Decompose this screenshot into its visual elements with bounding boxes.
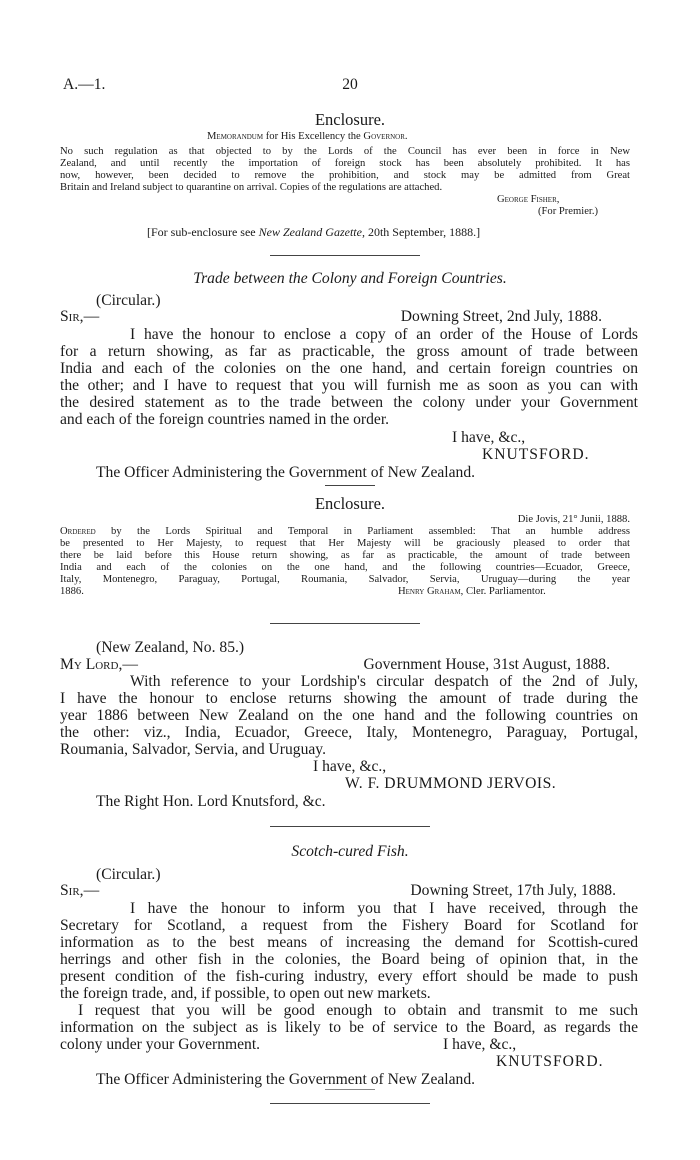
memorandum-heading — [207, 131, 408, 143]
circular-label: (Circular.) — [96, 292, 161, 309]
letter-line: colony under your Government. — [60, 1036, 261, 1053]
memo-signature: George Fisher, — [497, 194, 560, 205]
short-divider — [325, 485, 375, 486]
letter-line: With reference to your Lordship's circular despatch of the 2nd of July, — [130, 673, 638, 690]
order-line: Italy, Montenegro, Paraguay, Portugal, Roumania, Salvador, Servia, Uruguay—during the year — [60, 574, 630, 585]
addressee: The Right Hon. Lord Knutsford, &c. — [96, 793, 326, 810]
sub-enclosure-note — [147, 226, 480, 238]
sub-note-suffix: 20th September, 1888.] — [367, 225, 481, 239]
place-date: Government House, 31st August, 1888. — [363, 656, 610, 673]
memo-for-premier: (For Premier.) — [538, 206, 599, 217]
letter-line: information on the subject as is likely to be of service to the Board, as regards the — [60, 1019, 638, 1036]
letter-line: I request that you will be good enough to obtain and transmit to me such — [78, 1002, 638, 1019]
letter-line: the other; and I have to request that you will furnish me as soon as you can with — [60, 377, 638, 394]
order-text: by the Lords Spiritual and Temporal in Parliament assembled: That an humble address — [111, 526, 630, 537]
section-divider — [270, 1103, 430, 1104]
addressee: The Officer Administering the Government of New Zealand. — [96, 464, 476, 481]
place-date: Downing Street, 2nd July, 1888. — [400, 308, 602, 325]
letter-line: year 1886 between New Zealand on the one hand and the following countries on — [60, 707, 638, 724]
document-reference: A.—1. — [63, 76, 106, 93]
sub-note-prefix: [For sub-enclosure see — [147, 225, 256, 239]
letter-line: India and each of the colonies on the one hand, and certain foreign countries on — [60, 360, 638, 377]
enclosure-title: Enclosure. — [314, 494, 386, 513]
letter-line: information as to the best means of increasing the demand for Scottish-cured — [60, 934, 638, 951]
salutation: My Lord,— — [60, 656, 138, 673]
section-divider — [270, 255, 420, 256]
memo-line: No such regulation as that objected to by the Lords of the Council has ever been in force in New — [60, 146, 630, 157]
memo-line: Zealand, and until recently the importation of foreign stock has been absolutely prohibited. It has — [60, 158, 630, 169]
sub-note-gazette: New Zealand Gazette, — [258, 225, 365, 239]
memorandum-text: for His Excellency the — [265, 131, 361, 142]
letter-line: the desired statement as to the trade between the colony under your Government — [60, 394, 638, 411]
memorandum-label: Memorandum — [207, 131, 264, 142]
order-line: India and each of the colonies on the one hand, and the following countries—Ecuador, Greece, — [60, 562, 630, 573]
letter-line: the other: viz., India, Ecuador, Greece, Italy, Montenegro, Paraguay, Portugal, — [60, 724, 638, 741]
letter-line: I have the honour to enclose a copy of an order of the House of Lords — [130, 326, 638, 343]
signature: KNUTSFORD. — [496, 1053, 604, 1070]
letter-line: and each of the foreign countries named in the order. — [60, 411, 390, 428]
letter-line: I have the honour to enclose returns showing the amount of trade during the — [60, 690, 638, 707]
ordered-label: Ordered — [60, 526, 96, 537]
signature: W. F. DRUMMOND JERVOIS. — [345, 775, 557, 792]
circular-label: (Circular.) — [96, 866, 161, 883]
enclosure-title: Enclosure. — [314, 110, 386, 129]
order-line: 1886. — [60, 586, 84, 597]
order-date: Die Jovis, 21° Junii, 1888. — [517, 514, 630, 525]
despatch-number: (New Zealand, No. 85.) — [96, 639, 245, 656]
memo-line: now, however, been decided to remove the prohibition, and stock may be admitted from Great — [60, 170, 630, 181]
order-line: there be laid before this House return showing, as far as practicable, the amount of trade between — [60, 550, 630, 561]
letter-line: Secretary for Scotland, a request from the Fishery Board for Scotland for — [60, 917, 638, 934]
salutation: Sir,— — [60, 308, 100, 325]
closing: I have, &c., — [452, 429, 526, 446]
signature: KNUTSFORD. — [482, 446, 590, 463]
page-number: 20 — [342, 76, 358, 93]
fish-heading: Scotch-cured Fish. — [291, 843, 409, 860]
closing: I have, &c., — [443, 1036, 517, 1053]
letter-line: present condition of the fish-curing industry, every effort should be made to push — [60, 968, 638, 985]
memorandum-governor: Governor. — [363, 131, 408, 142]
salutation: Sir,— — [60, 882, 100, 899]
addressee: The Officer Administering the Government of New Zealand. — [96, 1071, 476, 1088]
order-line: be presented to Her Majesty, to request that Her Majesty will be graciously pleased to order that — [60, 538, 630, 549]
letter-line: I have the honour to inform you that I have received, through the — [130, 900, 638, 917]
letter-line: for a return showing, as far as practicable, the gross amount of trade between — [60, 343, 638, 360]
trade-heading: Trade between the Colony and Foreign Countries. — [193, 270, 507, 287]
letter-line: Roumania, Salvador, Servia, and Uruguay. — [60, 741, 326, 758]
place-date: Downing Street, 17th July, 1888. — [410, 882, 616, 899]
order-signature — [398, 586, 546, 598]
order-signature-name: Henry Graham, — [398, 586, 464, 597]
section-divider — [270, 826, 430, 827]
order-line — [60, 526, 630, 538]
order-signature-title: Cler. Parliamentor. — [465, 586, 546, 597]
closing: I have, &c., — [313, 758, 387, 775]
short-divider — [325, 1089, 375, 1090]
section-divider — [270, 623, 420, 624]
letter-line: herrings and other fish in the colonies, the Board being of opinion that, in the — [60, 951, 638, 968]
memo-line: Britain and Ireland subject to quarantine on arrival. Copies of the regulations are attached. — [60, 182, 443, 193]
letter-line: the foreign trade, and, if possible, to open out new markets. — [60, 985, 431, 1002]
